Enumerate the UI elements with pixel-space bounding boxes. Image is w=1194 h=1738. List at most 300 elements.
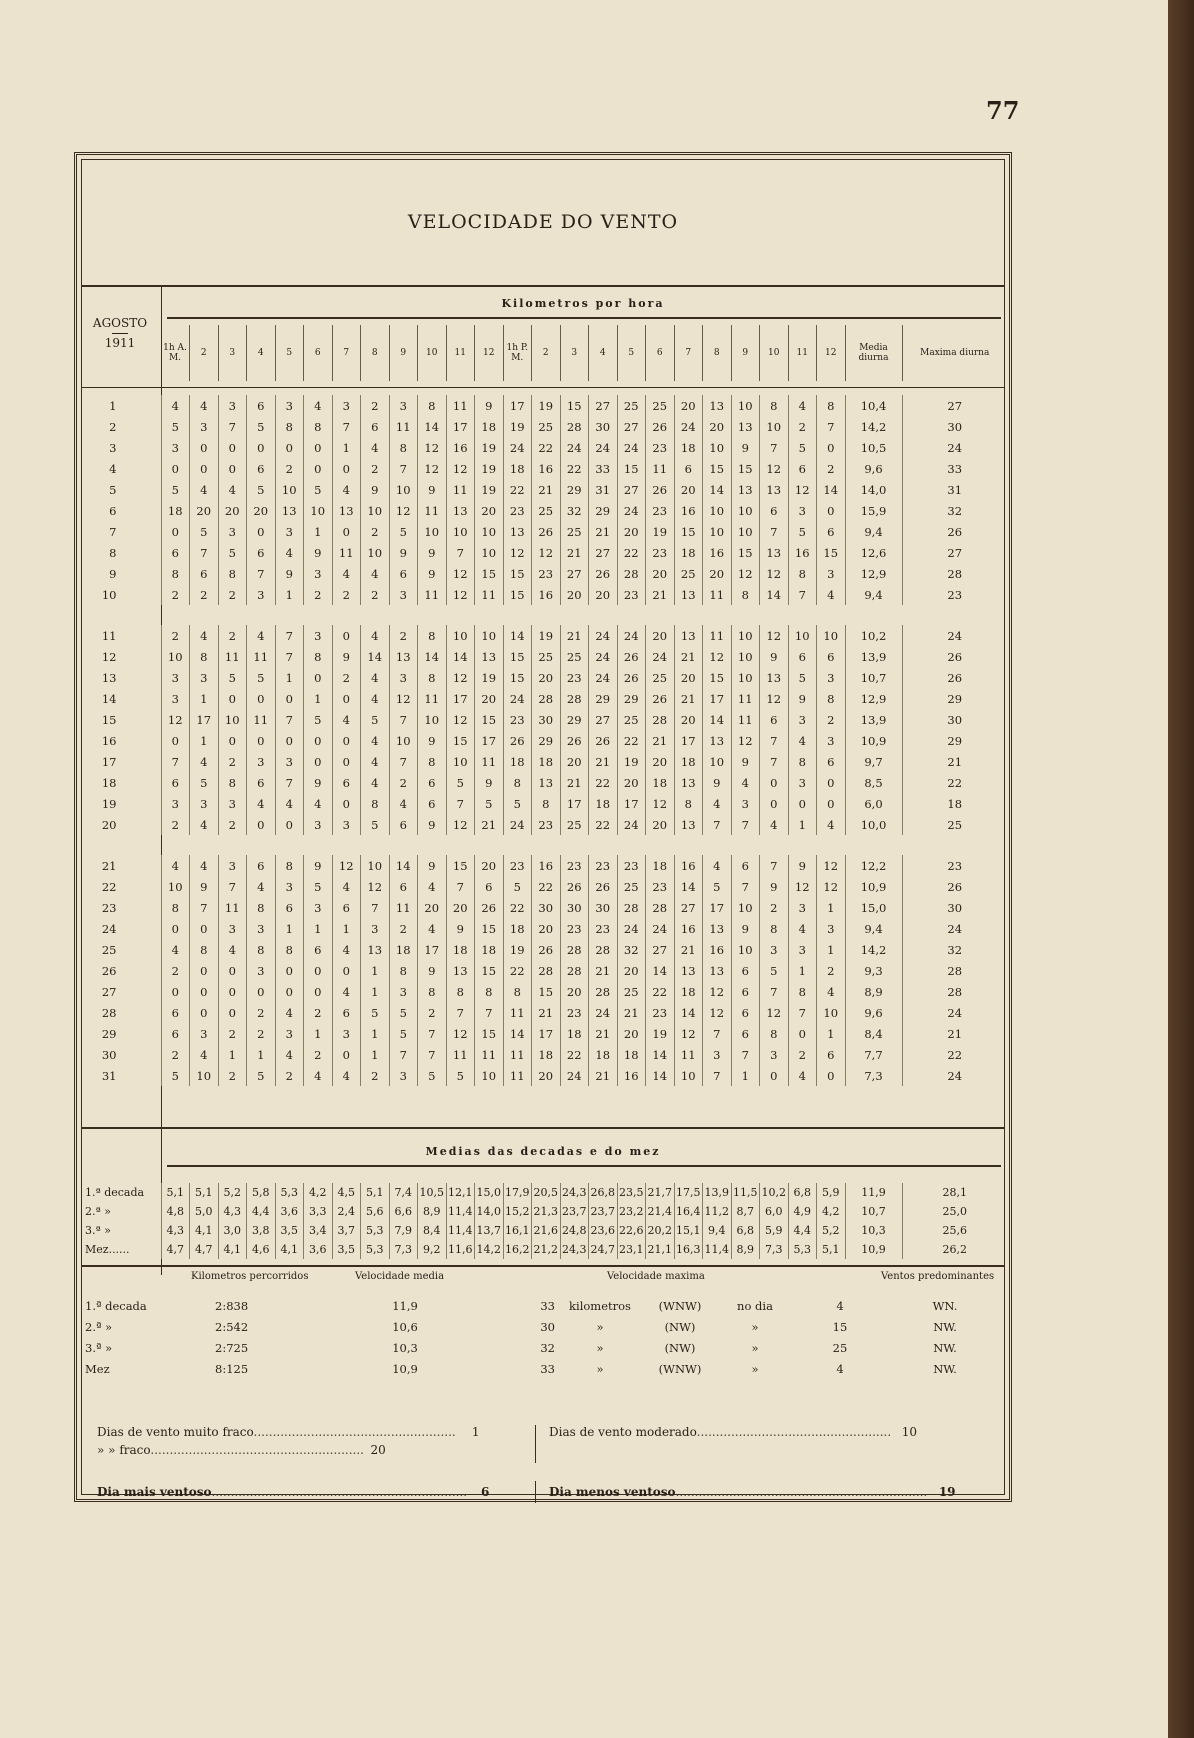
media-diurna-cell: 10,9	[845, 730, 902, 751]
hour-value-cell: 10	[703, 500, 732, 521]
average-value-cell: 16,2	[503, 1240, 532, 1259]
hour-value-cell: 15	[446, 855, 475, 876]
average-value-cell: 5,2	[218, 1183, 247, 1202]
hour-value-cell: 21	[646, 730, 675, 751]
hour-value-cell: 6	[332, 897, 361, 918]
hour-value-cell: 8	[190, 646, 219, 667]
media-diurna-cell: 8,9	[845, 981, 902, 1002]
km-value: 2:838	[215, 1298, 249, 1313]
day-cell: 8	[109, 545, 117, 560]
hour-value-cell: 2	[218, 814, 247, 835]
hour-value-cell: 13	[389, 646, 418, 667]
hour-value-cell: 2	[218, 1065, 247, 1086]
vel-media-value: 10,9	[392, 1361, 418, 1376]
hour-value-cell: 18	[674, 437, 703, 458]
hour-value-cell: 3	[332, 814, 361, 835]
hour-value-cell: 1	[817, 939, 846, 960]
hour-value-cell: 10	[304, 500, 333, 521]
maxima-diurna-cell: 26	[902, 876, 1007, 897]
average-row	[81, 1183, 1007, 1202]
hour-value-cell: 7	[218, 416, 247, 437]
averages-table	[81, 1183, 1007, 1259]
hour-value-cell: 10	[703, 751, 732, 772]
hour-value-cell: 7	[275, 772, 304, 793]
hour-value-cell: 23	[560, 855, 589, 876]
hour-value-cell: 0	[190, 960, 219, 981]
table-row	[81, 918, 1007, 939]
table-row	[81, 584, 1007, 605]
hour-value-cell: 18	[589, 793, 618, 814]
hour-value-cell: 3	[218, 793, 247, 814]
average-value-cell: 10,5	[418, 1183, 447, 1202]
hour-value-cell: 2	[389, 625, 418, 646]
hour-value-cell: 8	[218, 772, 247, 793]
hour-value-cell: 26	[475, 897, 504, 918]
hour-value-cell: 0	[190, 918, 219, 939]
table-row	[81, 667, 1007, 688]
hour-value-cell: 26	[589, 563, 618, 584]
hour-value-cell: 14	[703, 709, 732, 730]
hour-value-cell: 9	[304, 855, 333, 876]
hour-value-cell: 10	[731, 625, 760, 646]
hour-value-cell: 8	[418, 981, 447, 1002]
hour-value-cell: 1	[190, 730, 219, 751]
hour-value-cell: 16	[446, 437, 475, 458]
hour-value-cell: 9	[731, 751, 760, 772]
hour-value-cell: 13	[731, 416, 760, 437]
hour-value-cell: 9	[332, 646, 361, 667]
hour-value-cell: 19	[475, 458, 504, 479]
hour-value-cell: 5	[389, 1023, 418, 1044]
hour-value-cell: 18	[503, 458, 532, 479]
average-value-cell: 21,1	[646, 1240, 675, 1259]
hour-value-cell: 19	[503, 939, 532, 960]
hour-value-cell: 10	[161, 646, 190, 667]
hour-value-cell: 6	[731, 1023, 760, 1044]
average-label: 2.ª »	[85, 1205, 111, 1218]
hour-value-cell: 17	[617, 793, 646, 814]
hour-value-cell: 13	[275, 500, 304, 521]
average-value-cell: 4,1	[190, 1221, 219, 1240]
average-value-cell: 3,4	[304, 1221, 333, 1240]
hour-header-cell: 12	[817, 325, 846, 381]
hour-header-cell: 9	[731, 325, 760, 381]
table-row	[81, 395, 1007, 416]
hour-value-cell: 16	[617, 1065, 646, 1086]
hour-header-cell: 1h A. M.	[163, 343, 187, 363]
hour-value-cell: 5	[788, 667, 817, 688]
hour-value-cell: 12	[446, 563, 475, 584]
hour-value-cell: 3	[788, 709, 817, 730]
hour-value-cell: 10	[475, 542, 504, 563]
table-row	[81, 876, 1007, 897]
average-value-cell: 8,7	[731, 1202, 760, 1221]
hour-value-cell: 13	[674, 772, 703, 793]
hour-header-cell: 5	[617, 325, 646, 381]
hour-value-cell: 21	[646, 584, 675, 605]
hour-value-cell: 5	[389, 521, 418, 542]
hour-value-cell: 2	[247, 1023, 276, 1044]
hour-value-cell: 3	[332, 1023, 361, 1044]
hour-value-cell: 7	[161, 751, 190, 772]
hour-value-cell: 20	[532, 1065, 561, 1086]
hour-value-cell: 2	[760, 897, 789, 918]
table-row	[81, 646, 1007, 667]
hour-value-cell: 3	[161, 667, 190, 688]
average-value-cell: 13,9	[703, 1183, 732, 1202]
hour-value-cell: 4	[161, 855, 190, 876]
hour-value-cell: 0	[161, 521, 190, 542]
average-value-cell: 5,1	[817, 1240, 846, 1259]
hour-value-cell: 12	[446, 667, 475, 688]
hour-value-cell: 9	[446, 918, 475, 939]
ventos-header: Ventos predominantes	[881, 1271, 995, 1282]
hour-value-cell: 6	[731, 960, 760, 981]
hour-value-cell: 10	[361, 500, 390, 521]
hour-value-cell: 20	[674, 667, 703, 688]
hour-value-cell: 0	[247, 437, 276, 458]
hour-value-cell: 6	[731, 855, 760, 876]
hour-value-cell: 12	[332, 855, 361, 876]
hour-value-cell: 20	[560, 584, 589, 605]
hour-value-cell: 2	[161, 960, 190, 981]
average-value-cell: 3,6	[275, 1202, 304, 1221]
hour-value-cell: 7	[446, 1002, 475, 1023]
hour-value-cell: 17	[703, 688, 732, 709]
hour-value-cell: 0	[304, 667, 333, 688]
hour-value-cell: 13	[674, 625, 703, 646]
hour-value-cell: 7	[247, 563, 276, 584]
hour-value-cell: 8	[418, 667, 447, 688]
hour-value-cell: 23	[646, 876, 675, 897]
hour-value-cell: 14	[361, 646, 390, 667]
hour-value-cell: 13	[760, 479, 789, 500]
media-diurna-header: Media diurna	[845, 325, 902, 381]
hour-header-cell: 8	[703, 325, 732, 381]
hour-value-cell: 8	[760, 1023, 789, 1044]
hour-value-cell: 4	[190, 855, 219, 876]
hour-value-cell: 10	[731, 939, 760, 960]
hour-value-cell: 4	[418, 876, 447, 897]
hourly-band-label: Kilometros por hora	[501, 297, 665, 310]
average-value-cell: 23,5	[617, 1183, 646, 1202]
hour-value-cell: 24	[617, 500, 646, 521]
hour-value-cell: 4	[332, 939, 361, 960]
maxima-diurna-cell: 29	[902, 688, 1007, 709]
hour-value-cell: 20	[617, 960, 646, 981]
hour-value-cell: 30	[589, 416, 618, 437]
hour-value-cell: 16	[532, 855, 561, 876]
average-value-cell: 20,5	[532, 1183, 561, 1202]
average-value-cell: 21,2	[532, 1240, 561, 1259]
hour-value-cell: 21	[560, 772, 589, 793]
summary-table	[85, 1295, 1005, 1379]
hour-value-cell: 24	[646, 646, 675, 667]
hour-value-cell: 0	[218, 730, 247, 751]
hour-value-cell: 20	[532, 667, 561, 688]
hour-value-cell: 11	[418, 688, 447, 709]
hour-value-cell: 3	[304, 897, 333, 918]
hour-value-cell: 0	[190, 1002, 219, 1023]
hour-value-cell: 4	[332, 981, 361, 1002]
hour-value-cell: 9	[703, 772, 732, 793]
day-cell: 19	[101, 796, 117, 811]
hour-value-cell: 13	[703, 730, 732, 751]
average-value-cell: 23,6	[589, 1221, 618, 1240]
media-diurna-cell: 13,9	[845, 709, 902, 730]
hour-value-cell: 12	[817, 876, 846, 897]
hour-value-cell: 3	[247, 751, 276, 772]
vel-media-value: 10,3	[392, 1340, 418, 1355]
average-value-cell: 5,3	[788, 1240, 817, 1259]
hour-value-cell: 22	[532, 437, 561, 458]
hour-value-cell: 0	[275, 981, 304, 1002]
hour-value-cell: 3	[788, 500, 817, 521]
hour-value-cell: 2	[389, 918, 418, 939]
hour-value-cell: 4	[332, 709, 361, 730]
day-cell: 18	[101, 775, 117, 790]
hour-value-cell: 11	[446, 1044, 475, 1065]
hour-value-cell: 9	[760, 876, 789, 897]
hour-value-cell: 6	[161, 542, 190, 563]
hour-value-cell: 28	[617, 563, 646, 584]
hour-header-cell: 1h P. M.	[503, 325, 532, 381]
average-value-cell: 21,3	[532, 1202, 561, 1221]
hour-value-cell: 7	[190, 897, 219, 918]
table-row	[81, 1044, 1007, 1065]
hour-value-cell: 13	[674, 814, 703, 835]
dia-value: 25	[832, 1340, 848, 1355]
hour-value-cell: 17	[475, 730, 504, 751]
hour-value-cell: 15	[475, 709, 504, 730]
hour-value-cell: 5	[247, 416, 276, 437]
maxima-diurna-cell: 26	[902, 667, 1007, 688]
hour-value-cell: 20	[674, 709, 703, 730]
hour-value-cell: 3	[731, 793, 760, 814]
hour-value-cell: 30	[589, 897, 618, 918]
vel-media-value: 10,6	[392, 1319, 418, 1334]
hour-value-cell: 2	[788, 1044, 817, 1065]
hour-value-cell: 20	[475, 855, 504, 876]
hour-value-cell: 6	[731, 981, 760, 1002]
hour-value-cell: 18	[589, 1044, 618, 1065]
summary-row	[85, 1316, 1005, 1337]
hour-value-cell: 8	[389, 960, 418, 981]
table-row	[81, 960, 1007, 981]
hour-value-cell: 5	[446, 772, 475, 793]
hour-value-cell: 11	[332, 542, 361, 563]
average-value-cell: 14,2	[475, 1240, 504, 1259]
hour-value-cell: 6	[674, 458, 703, 479]
hour-value-cell: 10	[446, 521, 475, 542]
hour-value-cell: 0	[190, 458, 219, 479]
hour-value-cell: 2	[361, 521, 390, 542]
hour-value-cell: 25	[617, 709, 646, 730]
average-value-cell: 6,8	[788, 1183, 817, 1202]
average-row	[81, 1240, 1007, 1259]
average-value-cell: 23,1	[617, 1240, 646, 1259]
hour-value-cell: 23	[560, 918, 589, 939]
hour-value-cell: 13	[703, 918, 732, 939]
hour-value-cell: 20	[646, 814, 675, 835]
hour-value-cell: 10	[817, 625, 846, 646]
hour-value-cell: 0	[161, 918, 190, 939]
vel-media-header: Velocidade media	[355, 1271, 445, 1282]
hour-value-cell: 9	[418, 814, 447, 835]
summary-label: Mez	[85, 1361, 110, 1376]
vel-media-value: 11,9	[392, 1298, 418, 1313]
hour-value-cell: 10	[817, 1002, 846, 1023]
hour-value-cell: 5	[218, 542, 247, 563]
maxima-diurna-cell: 22	[902, 1044, 1007, 1065]
hour-value-cell: 3	[389, 667, 418, 688]
average-label: 3.ª »	[85, 1224, 111, 1237]
hour-value-cell: 6	[361, 416, 390, 437]
average-media-cell: 11,9	[845, 1183, 902, 1202]
km-value: 2:542	[215, 1319, 249, 1334]
hour-value-cell: 21	[589, 751, 618, 772]
vel-max-dir: (WNW)	[658, 1361, 702, 1376]
average-value-cell: 4,1	[275, 1240, 304, 1259]
hour-value-cell: 15	[475, 1023, 504, 1044]
hour-value-cell: 0	[247, 981, 276, 1002]
maxima-diurna-cell: 29	[902, 730, 1007, 751]
hour-value-cell: 15	[503, 667, 532, 688]
hour-value-cell: 0	[760, 772, 789, 793]
hour-value-cell: 11	[389, 897, 418, 918]
hour-value-cell: 22	[617, 542, 646, 563]
hour-value-cell: 7	[760, 855, 789, 876]
hour-value-cell: 22	[589, 772, 618, 793]
day-cell: 7	[109, 524, 117, 539]
day-cell: 31	[101, 1068, 117, 1083]
hour-value-cell: 14	[674, 1002, 703, 1023]
hour-value-cell: 26	[646, 688, 675, 709]
hour-value-cell: 8	[275, 855, 304, 876]
hour-value-cell: 9	[418, 960, 447, 981]
hour-value-cell: 21	[560, 625, 589, 646]
hour-value-cell: 5	[703, 876, 732, 897]
hour-value-cell: 28	[646, 897, 675, 918]
maxima-diurna-cell: 25	[902, 814, 1007, 835]
hour-value-cell: 8	[817, 395, 846, 416]
maxima-diurna-cell: 27	[902, 542, 1007, 563]
table-row	[81, 1065, 1007, 1086]
day-cell: 13	[101, 670, 117, 685]
hour-header-cell: 12	[475, 325, 504, 381]
media-diurna-cell: 10,7	[845, 667, 902, 688]
maxima-diurna-cell: 26	[902, 521, 1007, 542]
hour-value-cell: 20	[617, 1023, 646, 1044]
vel-max-unit: »	[596, 1361, 604, 1376]
hour-value-cell: 6	[247, 458, 276, 479]
hour-value-cell: 11	[674, 1044, 703, 1065]
hour-value-cell: 1	[788, 960, 817, 981]
hour-value-cell: 4	[703, 855, 732, 876]
average-value-cell: 7,3	[389, 1240, 418, 1259]
hour-value-cell: 30	[560, 897, 589, 918]
hour-value-cell: 7	[817, 416, 846, 437]
averages-band-label: Medias das decadas e do mez	[425, 1145, 661, 1158]
day-cell: 4	[109, 461, 117, 476]
hour-value-cell: 0	[332, 730, 361, 751]
hour-value-cell: 8	[304, 646, 333, 667]
hour-value-cell: 21	[589, 521, 618, 542]
hour-value-cell: 3	[190, 1023, 219, 1044]
hour-value-cell: 6	[247, 542, 276, 563]
hour-value-cell: 17	[532, 1023, 561, 1044]
hour-value-cell: 10	[703, 437, 732, 458]
hour-value-cell: 5	[161, 479, 190, 500]
hour-value-cell: 7	[760, 751, 789, 772]
hour-value-cell: 8	[247, 897, 276, 918]
hour-value-cell: 6	[389, 814, 418, 835]
maxima-diurna-cell: 26	[902, 646, 1007, 667]
hour-value-cell: 11	[389, 416, 418, 437]
hour-value-cell: 10	[218, 709, 247, 730]
hour-value-cell: 1	[190, 688, 219, 709]
hour-value-cell: 10	[475, 625, 504, 646]
day-cell: 12	[101, 649, 117, 664]
average-value-cell: 9,4	[703, 1221, 732, 1240]
hour-value-cell: 19	[475, 437, 504, 458]
hour-value-cell: 11	[503, 1044, 532, 1065]
hour-value-cell: 3	[275, 876, 304, 897]
hour-value-cell: 11	[446, 479, 475, 500]
hour-value-cell: 23	[646, 1002, 675, 1023]
hour-value-cell: 3	[389, 395, 418, 416]
hour-value-cell: 12	[389, 500, 418, 521]
hour-value-cell: 28	[532, 960, 561, 981]
average-value-cell: 5,6	[361, 1202, 390, 1221]
hour-value-cell: 9	[190, 876, 219, 897]
hour-value-cell: 17	[703, 897, 732, 918]
hour-value-cell: 20	[703, 416, 732, 437]
maxima-diurna-cell: 32	[902, 939, 1007, 960]
average-value-cell: 4,1	[218, 1240, 247, 1259]
hour-value-cell: 10	[674, 1065, 703, 1086]
hour-value-cell: 2	[304, 1002, 333, 1023]
hour-value-cell: 18	[475, 939, 504, 960]
hour-value-cell: 8	[532, 793, 561, 814]
hour-value-cell: 0	[332, 458, 361, 479]
average-label: Mez......	[85, 1243, 130, 1256]
hour-value-cell: 4	[275, 793, 304, 814]
media-diurna-cell: 12,9	[845, 688, 902, 709]
hour-value-cell: 7	[389, 751, 418, 772]
average-value-cell: 7,4	[389, 1183, 418, 1202]
hour-value-cell: 0	[190, 437, 219, 458]
hour-value-cell: 8	[418, 395, 447, 416]
hour-value-cell: 0	[247, 730, 276, 751]
hour-value-cell: 14	[389, 855, 418, 876]
hour-value-cell: 5	[361, 1002, 390, 1023]
hour-value-cell: 4	[703, 793, 732, 814]
media-diurna-cell: 9,3	[845, 960, 902, 981]
maxima-diurna-cell: 18	[902, 793, 1007, 814]
hour-value-cell: 9	[418, 855, 447, 876]
vento-value: NW.	[933, 1361, 957, 1376]
media-diurna-cell: 10,5	[845, 437, 902, 458]
hour-value-cell: 16	[703, 542, 732, 563]
hour-value-cell: 3	[275, 521, 304, 542]
hour-value-cell: 0	[332, 625, 361, 646]
hour-value-cell: 7	[275, 625, 304, 646]
hour-value-cell: 0	[190, 981, 219, 1002]
hour-value-cell: 3	[817, 918, 846, 939]
hour-header-cell: 10	[418, 325, 447, 381]
hour-value-cell: 0	[275, 730, 304, 751]
